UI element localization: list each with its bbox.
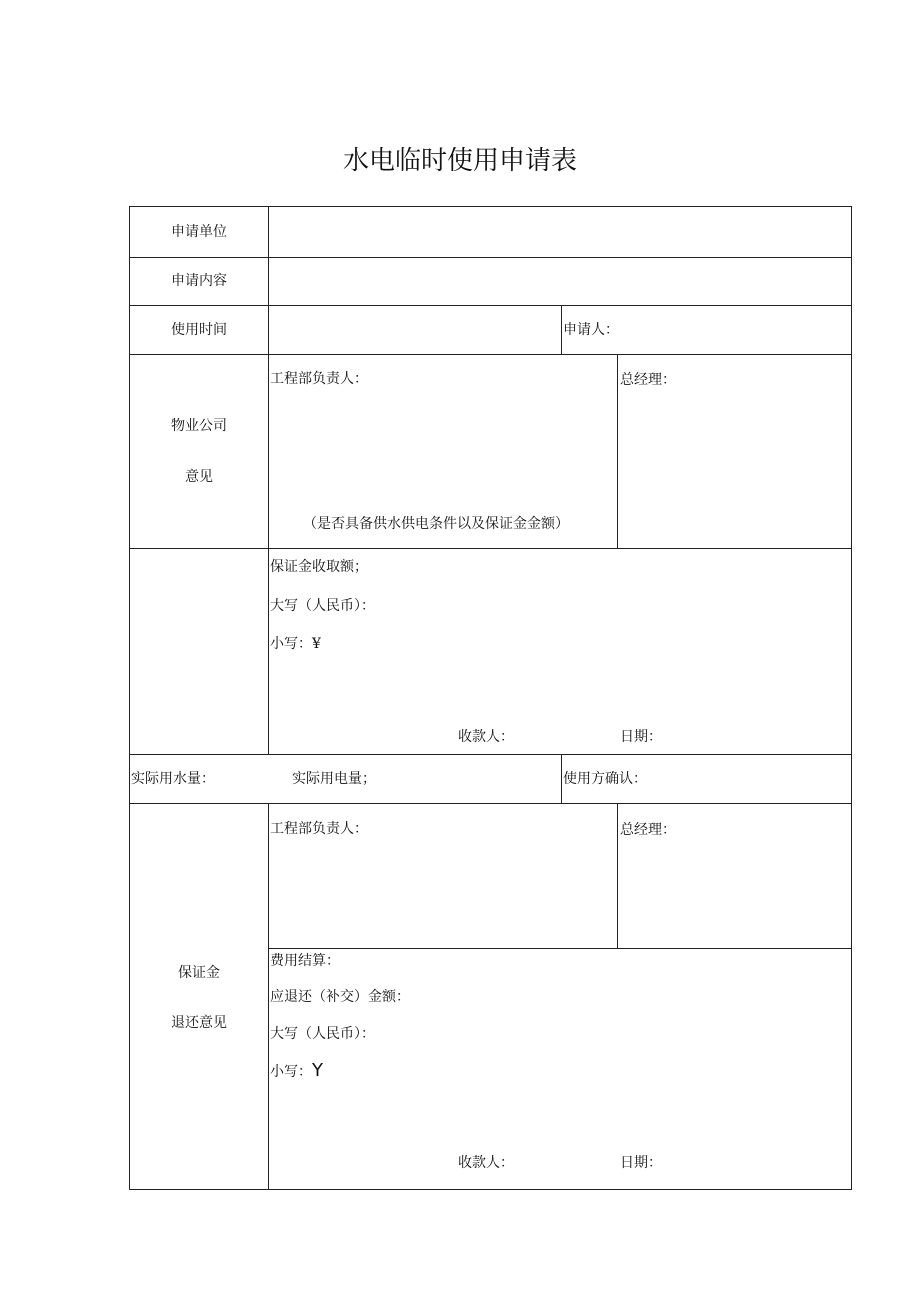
refund-amount-label: 应退还（补交）金额： — [270, 989, 410, 1005]
row-divider — [269, 948, 851, 949]
deposit-lowercase-label: 小写：¥ — [270, 636, 321, 652]
refund-engineering-head-label: 工程部负责人： — [270, 821, 368, 837]
property-opinion-label-line1: 物业公司 — [171, 418, 227, 434]
property-opinion-label-line2: 意见 — [185, 469, 213, 485]
usage-time-field[interactable] — [269, 306, 561, 354]
user-confirm-label: 使用方确认： — [563, 771, 647, 787]
actual-electricity-usage-label: 实际用电量； — [292, 771, 376, 787]
applicant-unit-label: 申请单位 — [171, 224, 227, 240]
refund-uppercase-label: 大写（人民币）： — [270, 1026, 375, 1042]
refund-lowercase-label — [270, 1062, 323, 1081]
column-divider — [561, 754, 562, 803]
page-title: 水电临时使用申请表 — [342, 146, 577, 176]
column-divider — [617, 354, 618, 548]
deposit-date-label: 日期： — [620, 729, 662, 745]
deposit-collected-label: 保证金收取额； — [270, 559, 368, 575]
deposit-uppercase-label: 大写（人民币）： — [270, 598, 375, 614]
row-divider — [130, 803, 851, 804]
application-content-field[interactable] — [269, 258, 851, 305]
applicant-label: 申请人： — [563, 322, 619, 338]
column-divider — [561, 305, 562, 354]
usage-time-label: 使用时间 — [171, 322, 227, 338]
deposit-payee-label: 收款人： — [458, 729, 514, 745]
refund-payee-label: 收款人： — [458, 1155, 514, 1171]
application-content-label: 申请内容 — [171, 273, 227, 289]
row-divider — [130, 754, 851, 755]
refund-opinion-label-line2: 退还意见 — [171, 1015, 227, 1031]
refund-lowercase-prefix: 小写： — [270, 1064, 312, 1080]
column-divider — [268, 803, 269, 1189]
fee-settlement-label: 费用结算： — [270, 953, 340, 969]
general-manager-label: 总经理： — [620, 372, 676, 388]
column-divider — [617, 803, 618, 948]
property-opinion-note: （是否具备供水供电条件以及保证金金额） — [303, 516, 569, 532]
refund-date-label: 日期： — [620, 1155, 662, 1171]
refund-general-manager-label: 总经理： — [620, 822, 676, 838]
row-divider — [130, 354, 851, 355]
yen-symbol: Y — [312, 1060, 323, 1081]
engineering-head-label: 工程部负责人： — [270, 371, 368, 387]
refund-opinion-label-line1: 保证金 — [178, 965, 220, 981]
row-divider — [130, 548, 851, 549]
application-form-table — [129, 206, 852, 1190]
applicant-unit-field[interactable] — [269, 208, 851, 257]
actual-water-usage-label: 实际用水量： — [131, 771, 215, 787]
